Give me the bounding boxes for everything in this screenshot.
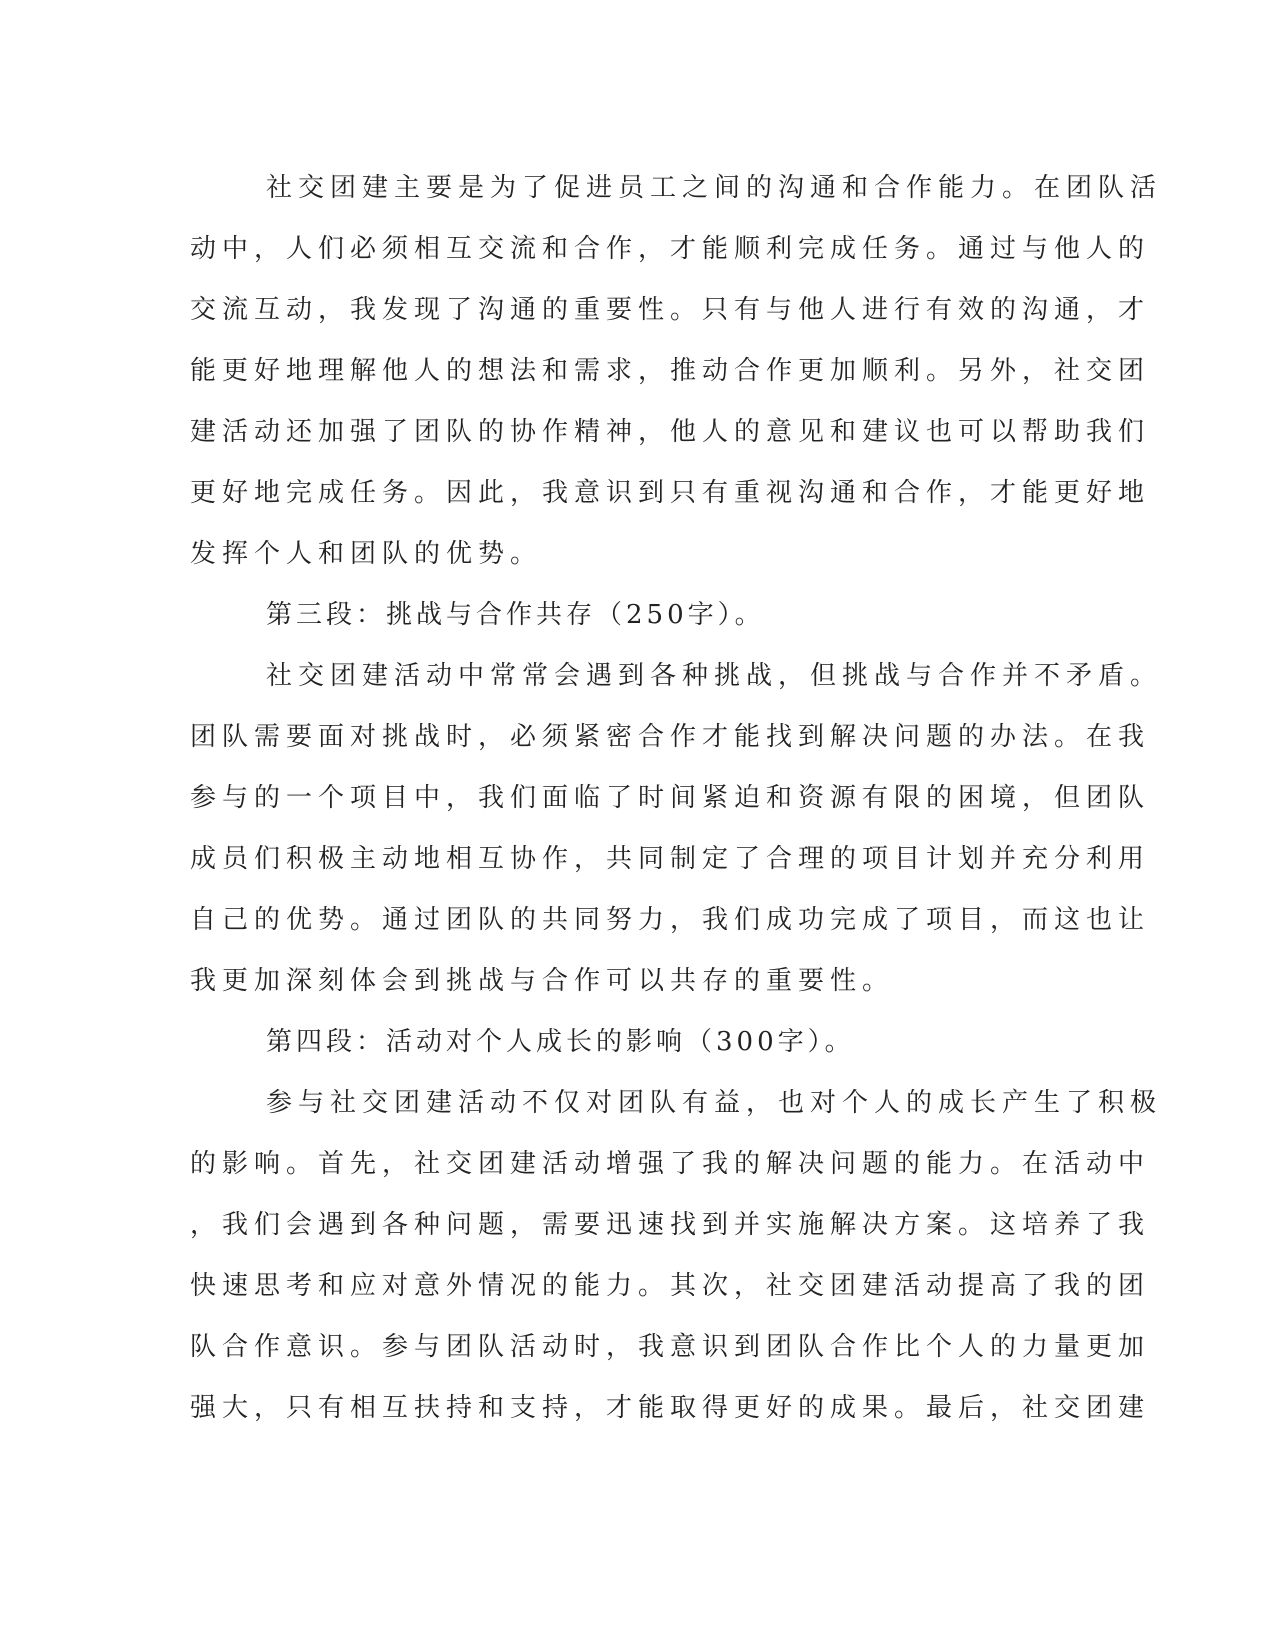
paragraph-line: 更好地完成任务。因此，我意识到只有重视沟通和合作，才能更好地: [190, 478, 1151, 508]
paragraph-line: 队合作意识。参与团队活动时，我意识到团队合作比个人的力量更加: [190, 1332, 1151, 1362]
paragraph-line: 建活动还加强了团队的协作精神，他人的意见和建议也可以帮助我们: [190, 417, 1151, 447]
paragraph-line: 我更加深刻体会到挑战与合作可以共存的重要性。: [190, 966, 895, 996]
paragraph-line: 快速思考和应对意外情况的能力。其次，社交团建活动提高了我的团: [190, 1271, 1151, 1301]
section-heading-4: 第四段：活动对个人成长的影响（300字）。: [266, 1027, 855, 1057]
paragraph-line: 社交团建活动中常常会遇到各种挑战，但挑战与合作并不矛盾。: [266, 661, 1163, 691]
paragraph-line: 能更好地理解他人的想法和需求，推动合作更加顺利。另外，社交团: [190, 356, 1151, 386]
paragraph-line: 社交团建主要是为了促进员工之间的沟通和合作能力。在团队活: [266, 173, 1163, 203]
paragraph-line: ，我们会遇到各种问题，需要迅速找到并实施解决方案。这培养了我: [190, 1210, 1151, 1240]
paragraph-line: 团队需要面对挑战时，必须紧密合作才能找到解决问题的办法。在我: [190, 722, 1151, 752]
paragraph-line: 参与的一个项目中，我们面临了时间紧迫和资源有限的困境，但团队: [190, 783, 1151, 813]
paragraph-line: 参与社交团建活动不仅对团队有益，也对个人的成长产生了积极: [266, 1088, 1163, 1118]
document-body: [190, 158, 1163, 1439]
paragraph-line: 的影响。首先，社交团建活动增强了我的解决问题的能力。在活动中: [190, 1149, 1151, 1179]
paragraph-line: 交流互动，我发现了沟通的重要性。只有与他人进行有效的沟通，才: [190, 295, 1151, 325]
paragraph-line: 自己的优势。通过团队的共同努力，我们成功完成了项目，而这也让: [190, 905, 1151, 935]
paragraph-line: 发挥个人和团队的优势。: [190, 539, 543, 569]
section-heading-3: 第三段：挑战与合作共存（250字）。: [266, 600, 765, 630]
paragraph-line: 成员们积极主动地相互协作，共同制定了合理的项目计划并充分利用: [190, 844, 1151, 874]
paragraph-line: 动中，人们必须相互交流和合作，才能顺利完成任务。通过与他人的: [190, 234, 1151, 264]
paragraph-line: 强大，只有相互扶持和支持，才能取得更好的成果。最后，社交团建: [190, 1393, 1151, 1423]
